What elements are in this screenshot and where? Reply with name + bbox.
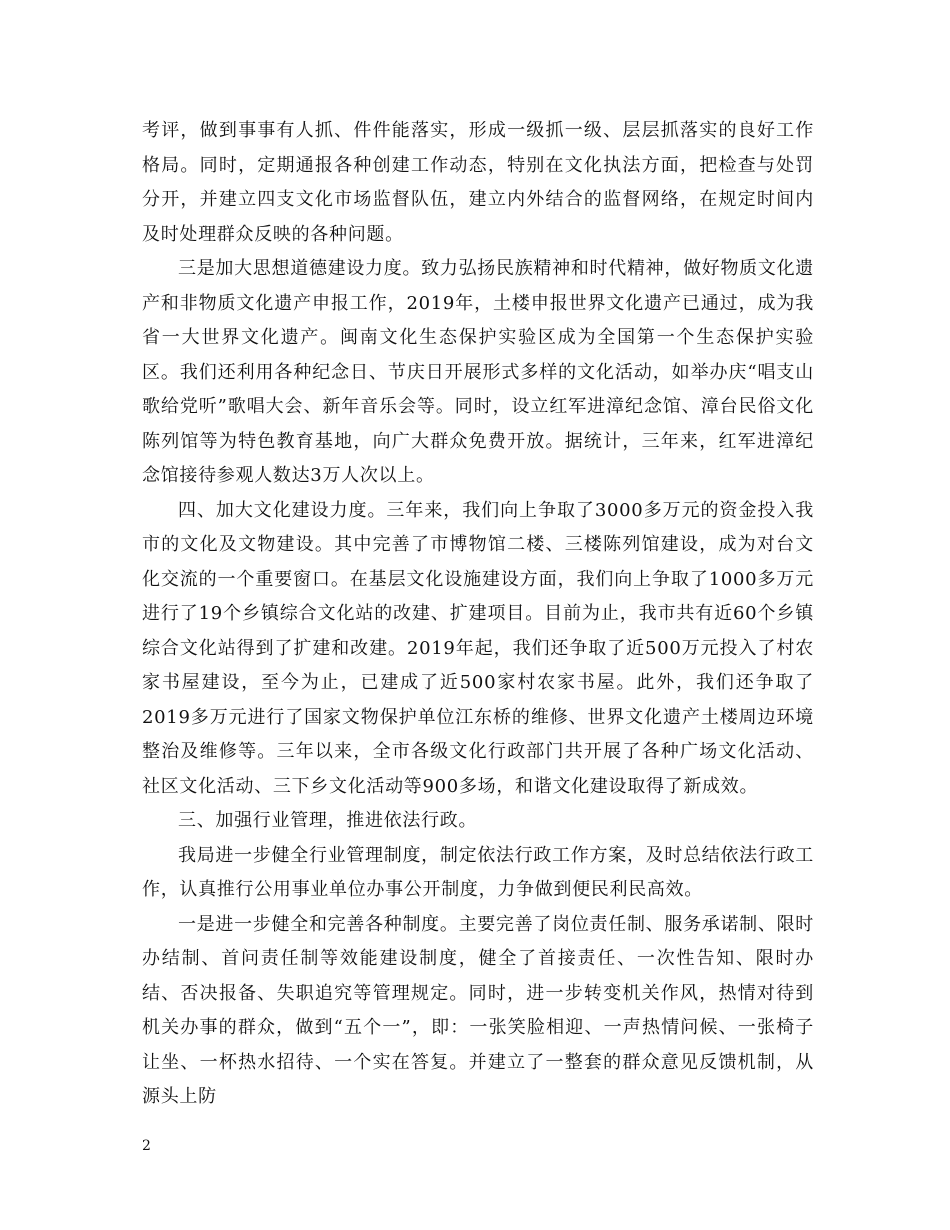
paragraph: 一是进一步健全和完善各种制度。主要完善了岗位责任制、服务承诺制、限时办结制、首问责任制等效能建设制度，健全了首接责任、一次性告知、限时办结、否决报备、失职追究等管理规定。同时，进一步转变机关作风，热情对待到机关办事的群众，做到“五个一”，即：一张笑脸相迎、一声热情问候、一张椅子让坐、一杯热水招待、一个实在答复。并建立了一整套的群众意见反馈机制，从源头上防 — [142, 913, 814, 1107]
paragraph: 四、加大文化建设力度。三年来，我们向上争取了3000多万元的资金投入我市的文化及文物建设。其中完善了市博物馆二楼、三楼陈列馆建设，成为对台文化交流的一个重要窗口。在基层文化设施建设方面，我们向上争取了1000多万元进行了19个乡镇综合文化站的改建、扩建项目。目前为止，我市共有近60个乡镇综合文化站得到了扩建和改建。2019年起，我们还争取了近500万元投入了村农家书屋建设，至今为止，已建成了近500家村农家书屋。此外，我们还争取了2019多万元进行了国家文物保护单位江东桥的维修、世界文化遗产土楼周边环境整治及维修等。三年以来，全市各级文化行政部门共开展了各种广场文化活动、社区文化活动、三下乡文化活动等900多场，和谐文化建设取得了新成效。 — [142, 499, 814, 797]
section-heading: 三、加强行业管理，推进依法行政。 — [178, 810, 478, 831]
paragraph-continued: 考评，做到事事有人抓、件件能落实，形成一级抓一级、层层抓落实的良好工作格局。同时，定期通报各种创建工作动态，特别在文化执法方面，把检查与处罚分开，并建立四支文化市场监督队伍，建立内外结合的监督网络，在规定时间内及时处理群众反映的各种问题。 — [142, 120, 814, 245]
page-number: 2 — [142, 1138, 151, 1154]
document-body — [142, 114, 814, 1115]
paragraph: 三是加大思想道德建设力度。致力弘扬民族精神和时代精神，做好物质文化遗产和非物质文化遗产申报工作，2019年，土楼申报世界文化遗产已通过，成为我省一大世界文化遗产。闽南文化生态保护实验区成为全国第一个生态保护实验区。我们还利用各种纪念日、节庆日开展形式多样的文化活动，如举办庆“唱支山歌给党听”歌唱大会、新年音乐会等。同时，设立红军进漳纪念馆、漳台民俗文化陈列馆等为特色教育基地，向广大群众免费开放。据统计，三年来，红军进漳纪念馆接待参观人数达3万人次以上。 — [142, 258, 814, 486]
paragraph: 我局进一步健全行业管理制度，制定依法行政工作方案，及时总结依法行政工作，认真推行公用事业单位办事公开制度，力争做到便民利民高效。 — [142, 844, 814, 900]
